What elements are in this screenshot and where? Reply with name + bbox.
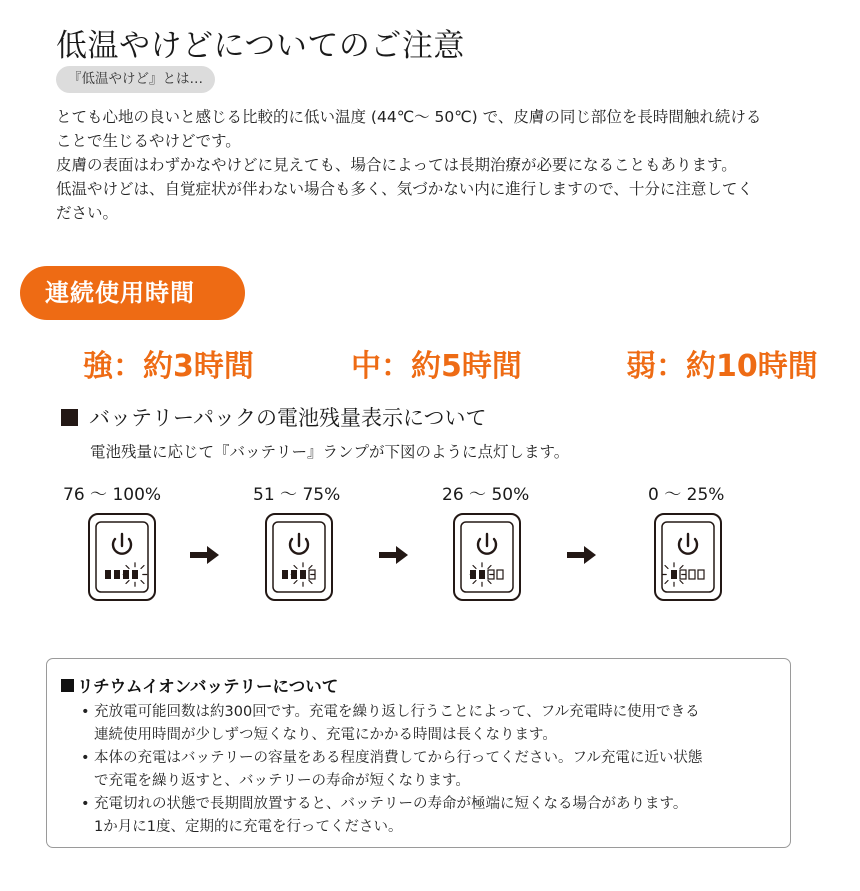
usage-time-weak: 弱：約10時間 (626, 349, 818, 384)
battery-segment-off (497, 570, 503, 579)
battery-subtext: 電池残量に応じて『バッテリー』ランプが下図のように点灯します。 (90, 443, 570, 461)
battery-segment-lit (132, 570, 138, 579)
usage-time-mid: 中：約5時間 (351, 349, 522, 384)
intro-line: 低温やけどは、自覚症状が伴わない場合も多く、気づかない内に進行しますので、十分に注意してく (56, 180, 753, 198)
page-title: 低温やけどについてのご注意 (56, 28, 465, 64)
stage-label: 51 ～ 75% (253, 485, 341, 505)
device-outline (655, 514, 721, 600)
notes-title-text: リチウムイオンバッテリーについて (77, 677, 339, 696)
list-item-line: で充電を繰り返すと、バッテリーの寿命が短くなります。 (94, 773, 470, 789)
battery-heading-text: バッテリーパックの電池残量表示について (89, 406, 487, 430)
usage-time-strong: 強：約3時間 (83, 349, 254, 384)
device-outline (89, 514, 155, 600)
stage-label: 26 ～ 50% (442, 485, 530, 505)
usage-time-badge: 連続使用時間 (20, 266, 245, 320)
battery-segment-lit (300, 570, 306, 579)
battery-segment-lit (479, 570, 485, 579)
arrow-right-icon (379, 545, 409, 565)
square-bullet-icon (61, 679, 74, 692)
battery-segment-off (698, 570, 704, 579)
arrow-right-icon (190, 545, 220, 565)
list-item-line: • 充放電可能回数は約300回です。充電を繰り返し行うことによって、フル充電時に使用できる (94, 704, 700, 720)
battery-segment-lit (282, 570, 288, 579)
list-item (81, 747, 702, 793)
intro-text (56, 105, 846, 225)
list-item-line: • 充電切れの状態で長期間放置すると、バッテリーの寿命が極端に短くなる場合があります。 (94, 796, 688, 812)
list-item (81, 793, 702, 839)
list-item-line: 1か月に1度、定期的に充電を行ってください。 (94, 819, 403, 835)
definition-pill: 『低温やけど』とは… (56, 66, 215, 93)
battery-indicator-icon (87, 512, 157, 602)
arrow-right-icon (567, 545, 597, 565)
device-outline (454, 514, 520, 600)
battery-segment-lit (671, 570, 677, 579)
stage-label: 0 ～ 25% (648, 485, 725, 505)
intro-line: ださい。 (56, 204, 119, 222)
device-outline (266, 514, 332, 600)
notes-list (81, 701, 702, 839)
intro-line: 皮膚の表面はわずかなやけどに見えても、場合によっては長期治療が必要になることもあります。 (56, 156, 737, 174)
intro-line: ことで生じるやけどです。 (56, 132, 241, 150)
lithium-battery-notes (46, 658, 791, 848)
intro-line: とても心地の良いと感じる比較的に低い温度 (44℃〜 50℃) で、皮膚の同じ部位を長時間触れ続ける (56, 108, 762, 126)
stage-label: 76 ～ 100% (63, 485, 162, 505)
battery-indicator-icon (264, 512, 334, 602)
battery-segment-lit (105, 570, 111, 579)
battery-indicator-icon (653, 512, 723, 602)
list-item-line: 連続使用時間が少しずつ短くなり、充電にかかる時間は長くなります。 (94, 727, 557, 743)
square-bullet-icon (61, 409, 78, 426)
battery-segment-off (689, 570, 695, 579)
list-item (81, 701, 702, 747)
notes-title (61, 673, 338, 697)
battery-heading (61, 402, 487, 432)
battery-indicator-icon (452, 512, 522, 602)
battery-segment-lit (114, 570, 120, 579)
list-item-line: • 本体の充電はバッテリーの容量をある程度消費してから行ってください。フル充電に近い状態 (94, 750, 703, 766)
